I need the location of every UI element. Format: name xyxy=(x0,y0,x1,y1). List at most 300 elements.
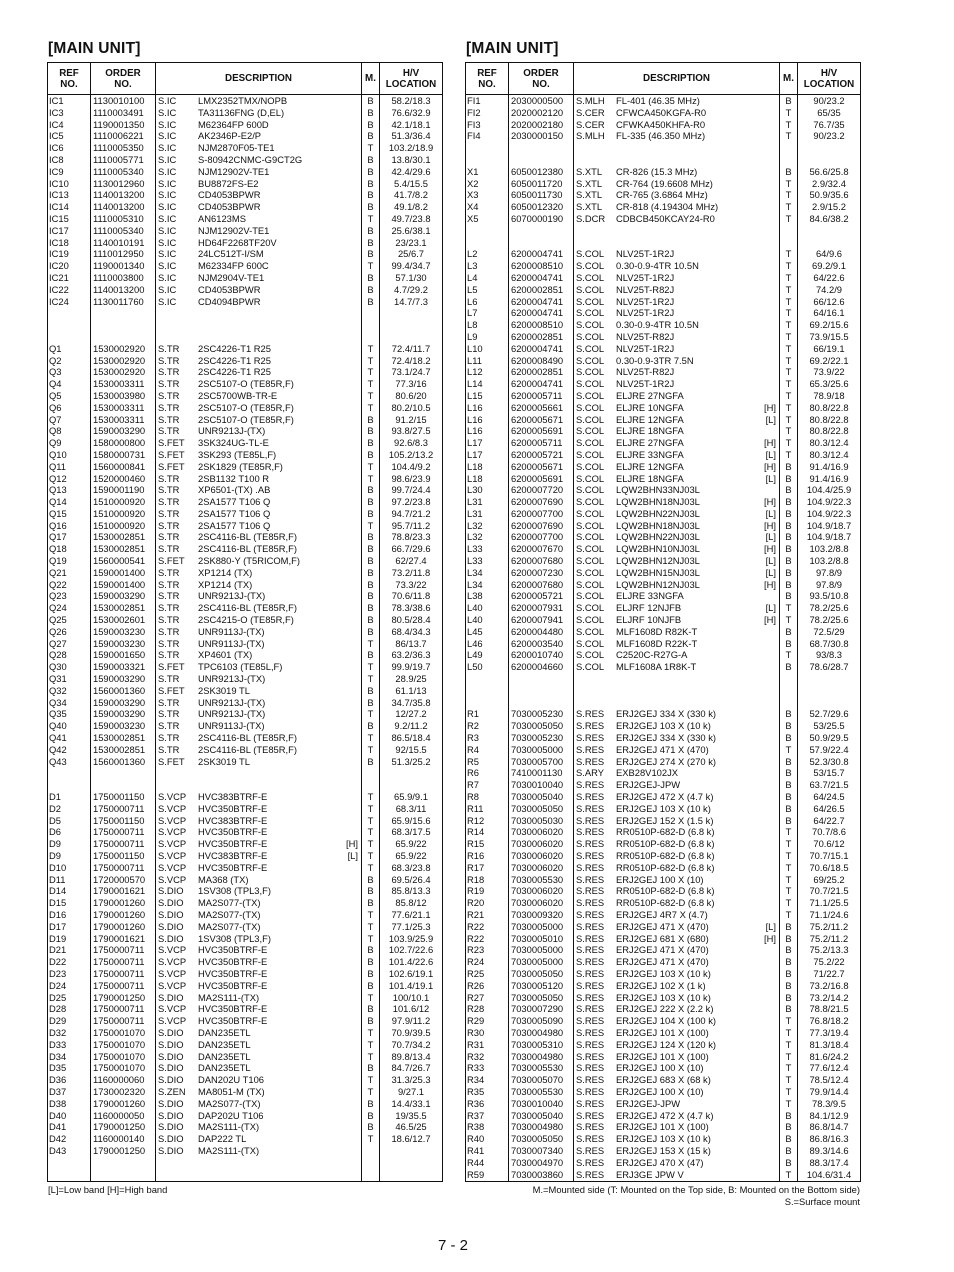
mount-cell: B xyxy=(367,1097,374,1109)
ref-cell: R30 xyxy=(467,1026,485,1038)
band-mark: [L] xyxy=(765,507,776,519)
part-name: LQW2BHN15NJ03L xyxy=(616,566,700,578)
order-cell: 6200002851 xyxy=(511,283,564,295)
location-cell: 49.1/8.2 xyxy=(394,201,428,213)
ref-cell: R6 xyxy=(467,767,479,779)
mount-cell: B xyxy=(785,531,792,543)
description-cell xyxy=(574,95,779,107)
order-cell: 6200005671 xyxy=(511,413,564,425)
part-name xyxy=(616,1180,716,1181)
description-cell xyxy=(574,626,779,638)
part-name: 0.30-0.9-4TR 10.5N xyxy=(616,260,699,272)
location-cell: 2.9/32.4 xyxy=(812,177,846,189)
description-cell xyxy=(574,331,779,343)
location-cell: 86.8/14.7 xyxy=(809,1121,849,1133)
part-name: LQW2BHN12NJ03L xyxy=(616,578,700,590)
order-cell: 1590003230 xyxy=(93,720,146,732)
description-cell xyxy=(156,248,361,260)
part-type: S.RES xyxy=(576,908,605,920)
ref-cell: D24 xyxy=(49,979,67,991)
ref-cell: L2 xyxy=(467,248,478,260)
location-cell xyxy=(798,685,860,697)
location-cell: 89.8/13.4 xyxy=(391,1050,431,1062)
ref-cell: D10 xyxy=(49,861,67,873)
location-cell: 69.2/22.1 xyxy=(809,354,849,366)
ref-cell: L33 xyxy=(467,543,483,555)
mount-cell: B xyxy=(785,1156,792,1168)
description-cell xyxy=(156,107,361,119)
ref-cell: D17 xyxy=(49,920,67,932)
description-cell xyxy=(574,272,779,284)
part-type: S.TR xyxy=(158,366,180,378)
part-type: S.IC xyxy=(158,118,177,130)
mount-cell: B xyxy=(367,1015,374,1027)
part-type: S.VCP xyxy=(158,861,187,873)
part-type: S.COL xyxy=(576,378,605,390)
part-name: AN6123MS xyxy=(198,212,246,224)
order-cell: 7030005310 xyxy=(511,1038,564,1050)
location-cell xyxy=(798,673,860,685)
ref-cell: D32 xyxy=(49,1026,67,1038)
part-type: S.DIO xyxy=(158,1026,184,1038)
part-type: S.TR xyxy=(158,425,180,437)
location-cell: 93/8.3 xyxy=(815,649,843,661)
mount-cell xyxy=(780,154,797,166)
part-name: DAN202U T106 xyxy=(198,1074,265,1086)
part-name: ERJ2GEJ 334 X (330 k) xyxy=(616,732,717,744)
mount-cell: B xyxy=(367,496,374,508)
part-type: S.VCP xyxy=(158,838,187,850)
order-cell: 6200004741 xyxy=(511,248,564,260)
part-type: S.COL xyxy=(576,248,605,260)
ref-cell: L32 xyxy=(467,531,483,543)
part-name: 2SC5107-O (TE85R,F) xyxy=(198,413,294,425)
part-name: LQW2BHN33NJ03L xyxy=(616,484,700,496)
part-name: HVC350BTRF-E xyxy=(198,861,268,873)
part-name: MA2S077-(TX) xyxy=(198,908,261,920)
location-cell: 69/25.2 xyxy=(813,873,845,885)
part-name: 2SC5107-O (TE85R,F) xyxy=(198,378,294,390)
description-cell xyxy=(574,956,779,968)
part-type: S.VCP xyxy=(158,791,187,803)
part-type: S.COL xyxy=(576,649,605,661)
part-type: S.TR xyxy=(158,507,180,519)
description-cell xyxy=(574,838,779,850)
mount-cell: T xyxy=(367,460,374,472)
part-name: MA2S111-(TX) xyxy=(198,1121,260,1133)
location-cell: 97.8/9 xyxy=(815,578,843,590)
part-name: HVC350BTRF-E xyxy=(198,802,268,814)
part-type: S.COL xyxy=(576,590,605,602)
description-cell xyxy=(574,1145,779,1157)
part-name: MA2S077-(TX) xyxy=(198,920,261,932)
part-name: LQW2BHN18NJ03L xyxy=(616,496,700,508)
part-name: 2SC4116-BL (TE85R,F) xyxy=(198,743,297,755)
ref-cell: D21 xyxy=(49,944,67,956)
location-cell: 99.4/34.7 xyxy=(391,260,431,272)
ref-cell: Q14 xyxy=(49,496,67,508)
mount-cell: T xyxy=(367,920,374,932)
location-cell: 56.6/25.8 xyxy=(809,165,849,177)
order-cell: 6200005721 xyxy=(511,448,564,460)
location-cell: 80.6/20 xyxy=(395,389,427,401)
description-cell xyxy=(156,213,361,225)
location-cell xyxy=(798,697,860,709)
location-cell: 80.5/28.4 xyxy=(391,614,431,626)
part-type: S.COL xyxy=(576,401,605,413)
mount-cell: B xyxy=(785,920,792,932)
part-name: 2SC5107-O (TE85R,F) xyxy=(198,401,294,413)
part-name: CDBCB450KCAY24-R0 xyxy=(616,212,715,224)
part-name: 2SC5700WB-TR-E xyxy=(198,389,278,401)
order-cell: 6200004741 xyxy=(511,342,564,354)
description-cell xyxy=(574,260,779,272)
location-cell: 12/27.2 xyxy=(395,708,427,720)
location-cell: 75.2/13.3 xyxy=(809,944,849,956)
location-cell: 62/27.4 xyxy=(395,555,427,567)
location-cell: 74.2/9 xyxy=(815,283,843,295)
description-cell xyxy=(156,178,361,190)
location-cell: 81.6/24.2 xyxy=(809,1050,849,1062)
order-cell: 1110006221 xyxy=(93,130,144,142)
order-cell: 1560001360 xyxy=(93,684,146,696)
part-name: M62334FP 600C xyxy=(198,260,269,272)
band-mark: [L] xyxy=(765,920,776,932)
mount-cell: T xyxy=(785,1062,792,1074)
location-cell: 86.5/18.4 xyxy=(391,732,431,744)
location-cell: 98.6/23.9 xyxy=(391,472,431,484)
mount-cell: B xyxy=(785,519,792,531)
description-cell xyxy=(574,590,779,602)
location-cell: 76.6/32.9 xyxy=(391,106,431,118)
mount-cell: T xyxy=(785,614,792,626)
part-type: S.RES xyxy=(576,897,605,909)
mount-cell: T xyxy=(785,908,792,920)
ref-cell: L46 xyxy=(467,637,483,649)
part-type: S.TR xyxy=(158,743,180,755)
part-type: S.VCP xyxy=(158,826,187,838)
ref-cell: R38 xyxy=(467,1121,485,1133)
part-name: 24LC512T-I/SM xyxy=(198,248,264,260)
ref-cell: Q34 xyxy=(49,696,67,708)
ref-cell: L45 xyxy=(467,625,483,637)
order-cell: 6200005661 xyxy=(511,401,564,413)
ref-cell xyxy=(466,142,508,154)
part-type: S.COL xyxy=(576,319,605,331)
description-cell xyxy=(574,708,779,720)
description-cell xyxy=(156,343,361,355)
part-type: S.RES xyxy=(576,861,605,873)
part-name: CFWKA450KHFA-R0 xyxy=(616,118,706,130)
ref-cell: IC14 xyxy=(49,201,69,213)
ref-cell: Q21 xyxy=(49,566,67,578)
part-type: S.RES xyxy=(576,1144,605,1156)
description-cell xyxy=(156,142,361,154)
mount-cell: B xyxy=(785,979,792,991)
order-cell: 1790001260 xyxy=(93,920,146,932)
ref-cell: R40 xyxy=(467,1133,485,1145)
mount-cell: T xyxy=(785,1074,792,1086)
order-cell: 6200007941 xyxy=(511,614,564,626)
ref-cell: D9 xyxy=(49,838,61,850)
location-cell xyxy=(380,307,442,319)
band-mark: [H] xyxy=(764,401,776,413)
location-cell: 76.8/18.2 xyxy=(809,1015,849,1027)
location-cell: 73.9/15.5 xyxy=(809,330,849,342)
location-cell: 71.1/24.6 xyxy=(809,908,849,920)
ref-cell: R28 xyxy=(467,1003,485,1015)
description-cell xyxy=(574,130,779,142)
location-cell: 84.7/26.7 xyxy=(391,1062,431,1074)
part-name: HVC350BTRF-E xyxy=(198,944,268,956)
description-cell xyxy=(574,874,779,886)
description-cell xyxy=(156,1145,361,1157)
part-name: UNR9213J-(TX) xyxy=(198,425,266,437)
part-name: HVC383BTRF-E xyxy=(198,850,268,861)
order-cell: 1140013200 xyxy=(93,189,145,201)
mount-cell: T xyxy=(785,1038,792,1050)
mount-cell: B xyxy=(367,720,374,732)
part-name: ERJ2GEJ 152 X (1.5 k) xyxy=(616,814,714,826)
description-cell xyxy=(574,296,779,308)
part-type: S.TR xyxy=(158,519,180,531)
part-type: S.DIO xyxy=(158,1121,184,1133)
mount-cell: T xyxy=(367,673,374,685)
ref-cell: Q11 xyxy=(49,460,67,472)
part-name: ERJ2GEJ 101 X (100) xyxy=(616,1026,709,1038)
mount-cell: T xyxy=(785,897,792,909)
order-cell: 1580000800 xyxy=(93,437,146,449)
location-cell: 86/13.7 xyxy=(395,637,427,649)
mount-cell: T xyxy=(785,437,792,449)
order-cell: 7030010040 xyxy=(511,1097,564,1109)
description-cell xyxy=(574,449,779,461)
location-cell: 105.2/13.2 xyxy=(388,448,434,460)
order-cell: 7030005700 xyxy=(511,755,564,767)
ref-cell: R34 xyxy=(467,1074,485,1086)
part-type: S.IC xyxy=(158,142,177,154)
description-cell xyxy=(574,508,779,520)
description-cell xyxy=(574,284,779,296)
part-type: S.RES xyxy=(576,885,605,897)
description-cell xyxy=(156,189,361,201)
order-cell: 6200007720 xyxy=(511,484,564,496)
ref-cell: L49 xyxy=(467,649,483,661)
location-cell: 86.8/16.3 xyxy=(809,1133,849,1145)
part-type: S.COL xyxy=(576,460,605,472)
ref-cell: Q27 xyxy=(49,637,67,649)
ref-cell: R5 xyxy=(467,755,479,767)
description-cell xyxy=(574,461,779,473)
description-cell xyxy=(574,142,779,154)
order-cell: 6050012320 xyxy=(511,201,564,213)
part-name: RR0510P-682-D (6.8 k) xyxy=(616,826,715,838)
description-cell xyxy=(156,732,361,744)
part-type: S.RES xyxy=(576,779,605,791)
ref-cell: Q16 xyxy=(49,519,67,531)
order-cell: 1560000541 xyxy=(93,555,146,567)
mount-cell: B xyxy=(367,165,374,177)
order-cell: 1790001250 xyxy=(93,1144,146,1156)
description-cell xyxy=(574,779,779,791)
order-cell: 2030000500 xyxy=(511,95,564,106)
part-type: S.DIO xyxy=(158,991,184,1003)
ref-cell: L33 xyxy=(467,555,483,567)
location-cell: 77.1/25.3 xyxy=(391,920,431,932)
description-cell xyxy=(574,980,779,992)
part-name: FL-401 (46.35 MHz) xyxy=(616,95,700,106)
ref-cell: X3 xyxy=(467,189,479,201)
order-cell: 7030010040 xyxy=(511,779,564,791)
ref-cell: IC24 xyxy=(49,295,69,307)
description-cell xyxy=(156,378,361,390)
part-type: S.VCP xyxy=(158,873,187,885)
order-cell: 1590003290 xyxy=(93,708,146,720)
ref-cell: R14 xyxy=(467,826,485,838)
ref-cell: R37 xyxy=(467,1109,485,1121)
part-name: MA2S111-(TX) xyxy=(198,991,260,1003)
ref-cell: IC18 xyxy=(49,236,69,248)
part-type: S.FET xyxy=(158,437,185,449)
part-name: CD4094BPWR xyxy=(198,295,261,307)
part-type: S.VCP xyxy=(158,944,187,956)
description-cell xyxy=(156,1074,361,1086)
mount-cell: B xyxy=(367,956,374,968)
part-type: S.RES xyxy=(576,743,605,755)
order-cell: 1530002851 xyxy=(93,531,146,543)
mount-cell: B xyxy=(785,460,792,472)
description-cell xyxy=(156,590,361,602)
order-cell: 6200007690 xyxy=(511,519,564,531)
part-name: HVC350BTRF-E xyxy=(198,838,268,850)
part-name: ERJ2GEJ 101 X (100) xyxy=(616,1121,709,1133)
part-name: ERJ2GEJ 102 X (1 k) xyxy=(616,979,706,991)
location-cell xyxy=(798,154,860,166)
part-name: DAN235ETL xyxy=(198,1038,251,1050)
description-cell xyxy=(574,189,779,201)
mount-cell: B xyxy=(785,496,792,508)
part-type: S.VCP xyxy=(158,814,187,826)
order-cell: 6200003540 xyxy=(511,637,564,649)
part-type: S.COL xyxy=(576,448,605,460)
part-type: S.COL xyxy=(576,342,605,354)
description-cell xyxy=(156,166,361,178)
ref-cell: Q42 xyxy=(49,743,67,755)
mount-cell: T xyxy=(367,661,374,673)
order-cell: 2030000150 xyxy=(511,130,564,142)
description-cell xyxy=(156,437,361,449)
mount-cell: T xyxy=(367,637,374,649)
order-cell: 1580000731 xyxy=(93,448,146,460)
part-name: XP6501-(TX) .AB xyxy=(198,484,271,496)
ref-cell: R17 xyxy=(467,861,485,873)
mount-cell: T xyxy=(367,142,374,154)
description-cell xyxy=(574,767,779,779)
description-cell xyxy=(156,555,361,567)
band-mark: [H] xyxy=(764,578,776,590)
mount-cell: B xyxy=(785,791,792,803)
part-type: S.COL xyxy=(576,354,605,366)
location-cell: 49.7/23.8 xyxy=(391,212,431,224)
description-cell xyxy=(574,992,779,1004)
description-cell xyxy=(574,1027,779,1039)
location-cell: 14.7/7.3 xyxy=(394,295,428,307)
description-cell xyxy=(574,1180,779,1181)
description-cell xyxy=(156,531,361,543)
ref-cell: D25 xyxy=(49,991,67,1003)
mount-cell: B xyxy=(367,755,374,767)
location-cell: 23/23.1 xyxy=(395,236,427,248)
part-name: CR-764 (19.6608 MHz) xyxy=(616,177,713,189)
ref-cell: L4 xyxy=(467,271,478,283)
mount-cell: T xyxy=(785,1097,792,1109)
location-cell xyxy=(380,331,442,343)
band-mark: [L] xyxy=(765,566,776,578)
part-type: S.RES xyxy=(576,838,605,850)
location-cell: 64/22.7 xyxy=(813,814,845,826)
order-cell: 7030005010 xyxy=(511,932,564,944)
part-name: ERJ2GEJ 124 X (120 k) xyxy=(616,1038,717,1050)
description-cell xyxy=(156,862,361,874)
order-cell: 7030005530 xyxy=(511,1085,564,1097)
order-cell: 1590003230 xyxy=(93,637,146,649)
part-type: S.FET xyxy=(158,555,185,567)
mount-cell: T xyxy=(367,1026,374,1038)
location-cell: 97.8/9 xyxy=(815,566,843,578)
location-cell xyxy=(380,767,442,779)
order-cell: 1590001190 xyxy=(93,484,145,496)
mount-cell: B xyxy=(785,637,792,649)
part-name: 2SC4215-O (TE85R,F) xyxy=(198,614,294,626)
part-name: MA368 (TX) xyxy=(198,873,249,885)
order-cell: 6200008510 xyxy=(511,319,564,331)
mount-cell: T xyxy=(785,283,792,295)
ref-cell: R16 xyxy=(467,850,485,861)
mount-cell: B xyxy=(785,708,792,720)
part-type: S.VCP xyxy=(158,850,187,861)
part-type: S.COL xyxy=(576,366,605,378)
order-cell: 6200007670 xyxy=(511,543,564,555)
column-desc xyxy=(574,95,780,1181)
part-type: S.RES xyxy=(576,791,605,803)
description-cell xyxy=(574,496,779,508)
order-cell: 6200010740 xyxy=(511,649,564,661)
part-type: S.TR xyxy=(158,602,180,614)
description-cell xyxy=(574,720,779,732)
location-cell: 70.6/11.8 xyxy=(391,590,431,602)
order-cell: 1130011760 xyxy=(93,295,144,307)
part-type: S.VCP xyxy=(158,979,187,991)
part-type: S.COL xyxy=(576,260,605,272)
ref-cell: L9 xyxy=(467,330,478,342)
header-ref: REF NO. xyxy=(466,63,509,94)
order-cell: 7030007290 xyxy=(511,1003,564,1015)
band-mark: [H] xyxy=(346,838,358,850)
part-type: S.RES xyxy=(576,1074,605,1086)
order-cell: 6200005671 xyxy=(511,460,564,472)
part-name: 1SV308 (TPL3,F) xyxy=(198,885,271,897)
order-cell: 1110005771 xyxy=(93,153,144,165)
order-cell: 1750001070 xyxy=(93,1050,146,1062)
part-type: S.COL xyxy=(576,271,605,283)
order-cell: 1750001070 xyxy=(93,1026,146,1038)
order-cell: 6200002851 xyxy=(511,366,564,378)
location-cell: 104.4/9.2 xyxy=(391,460,431,472)
order-cell: 7030006020 xyxy=(511,861,564,873)
mount-cell: T xyxy=(785,1085,792,1097)
ref-cell: D36 xyxy=(49,1074,67,1086)
ref-cell: IC17 xyxy=(49,224,69,236)
